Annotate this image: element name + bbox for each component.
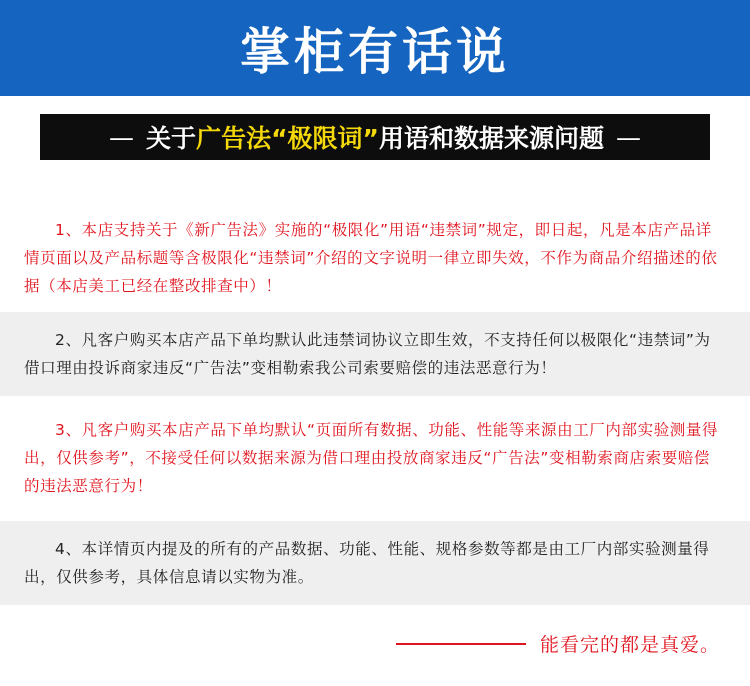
notice-paragraph-3 xyxy=(0,396,750,520)
subtitle-part-highlight: 广告法“极限词” xyxy=(196,124,379,153)
subtitle-bar xyxy=(40,114,710,160)
notice-paragraph-4 xyxy=(0,521,750,605)
subtitle-dash-left: — xyxy=(109,122,135,152)
footer-text: 能看完的都是真爱。 xyxy=(539,634,720,656)
notice-text-1: 1、本店支持关于《新广告法》实施的“极限化”用语“违禁词”规定，即日起，凡是本店产品详情页面以及产品标题等含极限化“违禁词”介绍的文字说明一律立即失效，不作为商品介绍描述的依据（本店美工已经在整改排查中）！ xyxy=(24,221,718,295)
footer-note xyxy=(396,630,720,657)
notice-text-2: 2、凡客户购买本店产品下单均默认此违禁词协议立即生效，不支持任何以极限化“违禁词”为借口理由投诉商家违反“广告法”变相勒索我公司索要赔偿的违法恶意行为！ xyxy=(24,331,711,377)
notice-paragraph-1 xyxy=(0,206,750,310)
notice-paragraph-2 xyxy=(0,312,750,396)
notice-text-3: 3、凡客户购买本店产品下单均默认“页面所有数据、功能、性能等来源由工厂内部实验测量得出，仅供参考”，不接受任何以数据来源为借口理由投放商家违反“广告法”变相勒索商店索要赔偿的违法恶意行为！ xyxy=(24,421,719,495)
subtitle-part-about: 关于 xyxy=(146,124,197,153)
subtitle-dash-right: — xyxy=(615,122,641,152)
page-title: 掌柜有话说 xyxy=(240,23,510,81)
subtitle-part-topic: 用语和数据来源问题 xyxy=(378,124,604,153)
footer-divider-line xyxy=(396,643,526,645)
header-banner xyxy=(0,0,750,96)
notice-text-4: 4、本详情页内提及的所有的产品数据、功能、性能、规格参数等都是由工厂内部实验测量得出，仅供参考，具体信息请以实物为准。 xyxy=(24,540,710,586)
